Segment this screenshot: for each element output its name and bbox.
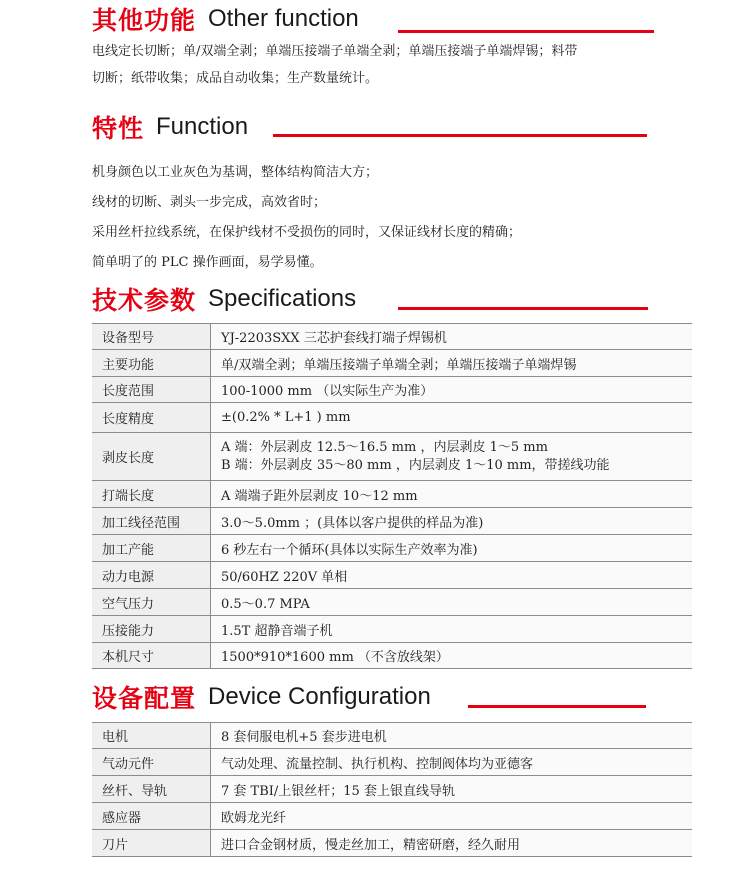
table-row [92, 803, 692, 830]
table-row [92, 535, 692, 562]
table-row [92, 377, 692, 403]
spec-value: 100-1000 mm （以实际生产为准） [211, 377, 693, 403]
section-features-heading [92, 110, 248, 144]
spec-value: 1.5T 超静音端子机 [211, 616, 693, 643]
spec-key: 长度范围 [92, 377, 211, 403]
spec-value: A 端端子距外层剥皮 10～12 mm [211, 481, 693, 508]
section-specs-title-cn: 技术参数 [92, 286, 197, 315]
config-value: 气动处理、流量控制、执行机构、控制阀体均为亚德客 [211, 749, 693, 776]
config-key: 感应器 [92, 803, 211, 830]
spec-key: 剥皮长度 [92, 433, 211, 481]
spec-key: 空气压力 [92, 589, 211, 616]
spec-key: 主要功能 [92, 350, 211, 377]
table-row [92, 643, 692, 669]
configuration-table [92, 722, 692, 857]
section-config-rule [468, 705, 646, 708]
spec-key: 压接能力 [92, 616, 211, 643]
spec-value-line: A 端：外层剥皮 12.5～16.5 mm ，内层剥皮 1～5 mm [221, 439, 548, 455]
table-row [92, 433, 692, 481]
feature-line: 机身颜色以工业灰色为基调，整体结构简洁大方； [92, 165, 379, 180]
spec-value: 50/60HZ 220V 单相 [211, 562, 693, 589]
table-row [92, 562, 692, 589]
spec-key: 打端长度 [92, 481, 211, 508]
spec-key: 设备型号 [92, 324, 211, 350]
section-features-title-cn: 特性 [92, 114, 145, 143]
feature-line: 线材的切断、剥头一步完成，高效省时； [92, 195, 327, 210]
spec-value: 6 秒左右一个循环(具体以实际生产效率为准) [211, 535, 693, 562]
spec-value: ±(0.2% * L+1 ) mm [211, 403, 693, 433]
section-other-title-cn: 其他功能 [92, 6, 197, 35]
section-specs-heading [92, 282, 356, 316]
config-value: 进口合金钢材质，慢走丝加工，精密研磨，经久耐用 [211, 830, 693, 857]
spec-value [211, 433, 693, 481]
config-value: 欧姆龙光纤 [211, 803, 693, 830]
other-line: 电线定长切断；单/双端全剥；单端压接端子单端全剥；单端压接端子单端焊锡；料带 [92, 44, 578, 59]
config-key: 丝杆、导轨 [92, 776, 211, 803]
table-row [92, 324, 692, 350]
spec-value: 1500*910*1600 mm （不含放线架） [211, 643, 693, 669]
section-features-title-en: Function [156, 113, 249, 140]
section-specs-title-en: Specifications [208, 285, 357, 312]
table-row [92, 749, 692, 776]
spec-key: 长度精度 [92, 403, 211, 433]
feature-line: 采用丝杆拉线系统，在保护线材不受损伤的同时，又保证线材长度的精确； [92, 225, 522, 240]
section-other-title-en: Other function [208, 5, 359, 32]
spec-value: 3.0～5.0mm ；(具体以客户提供的样品为准) [211, 508, 693, 535]
feature-line: 简单明了的 PLC 操作画面，易学易懂。 [92, 255, 323, 270]
section-config-heading [92, 680, 431, 714]
section-other-heading [92, 2, 359, 36]
table-row [92, 616, 692, 643]
section-other-rule [398, 30, 654, 33]
spec-value: 单/双端全剥；单端压接端子单端全剥；单端压接端子单端焊锡 [211, 350, 693, 377]
section-features-rule [273, 134, 647, 137]
table-row [92, 350, 692, 377]
section-config-title-en: Device Configuration [208, 683, 431, 710]
table-row [92, 589, 692, 616]
config-value: 8 套伺服电机+5 套步进电机 [211, 723, 693, 749]
spec-key: 加工产能 [92, 535, 211, 562]
config-key: 气动元件 [92, 749, 211, 776]
features-text [92, 158, 672, 278]
section-specs-rule [398, 307, 648, 310]
table-row [92, 403, 692, 433]
spec-key: 加工线径范围 [92, 508, 211, 535]
table-row [92, 830, 692, 857]
spec-value: YJ-2203SXX 三芯护套线打端子焊锡机 [211, 324, 693, 350]
other-function-text [92, 38, 672, 92]
section-config-title-cn: 设备配置 [92, 684, 197, 713]
config-key: 刀片 [92, 830, 211, 857]
table-row [92, 776, 692, 803]
spec-value-line: B 端：外层剥皮 35～80 mm ，内层剥皮 1～10 mm，带搓线功能 [221, 457, 610, 473]
spec-key: 本机尺寸 [92, 643, 211, 669]
config-value: 7 套 TBI/上银丝杆；15 套上银直线导轨 [211, 776, 693, 803]
table-row [92, 481, 692, 508]
config-key: 电机 [92, 723, 211, 749]
table-row [92, 723, 692, 749]
table-row [92, 508, 692, 535]
other-line: 切断；纸带收集；成品自动收集；生产数量统计。 [92, 71, 379, 86]
specifications-table [92, 323, 692, 669]
spec-value: 0.5～0.7 MPA [211, 589, 693, 616]
spec-key: 动力电源 [92, 562, 211, 589]
